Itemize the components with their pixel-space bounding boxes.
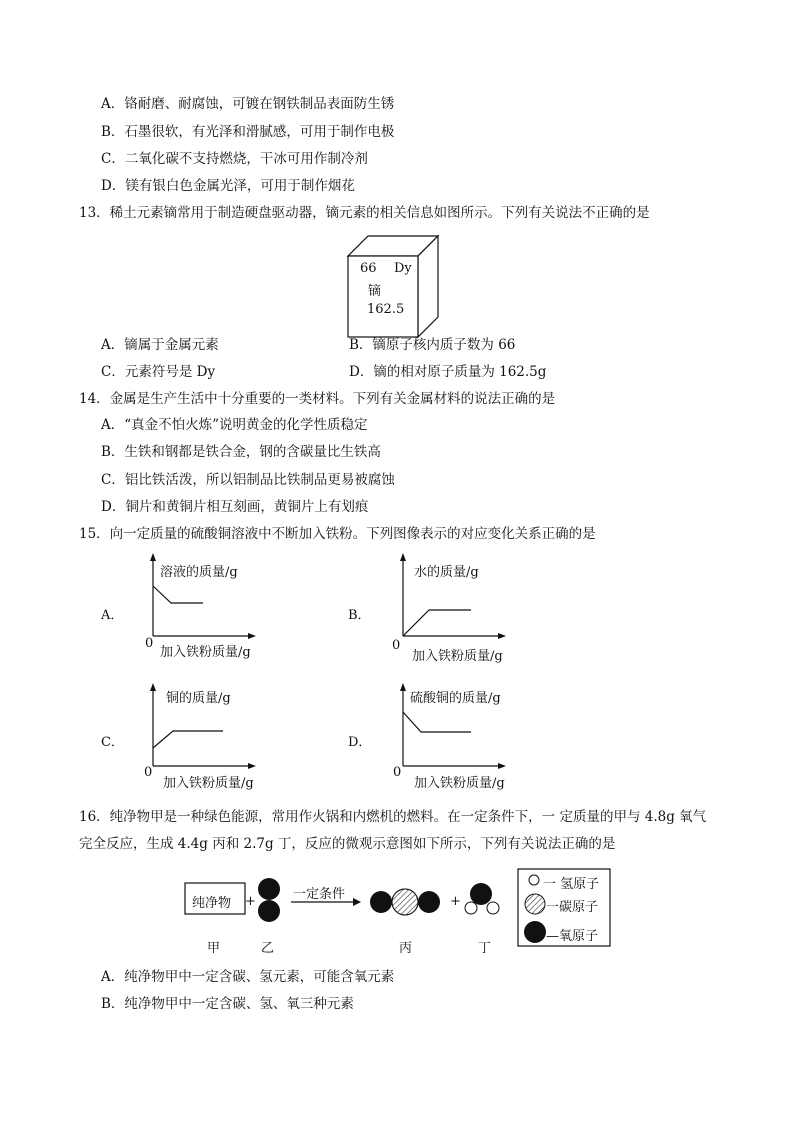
- graph-a-label: A．: [101, 608, 124, 623]
- graph-d-origin: 0: [393, 765, 402, 780]
- q13-stem: 13．稀土元素镝常用于制造硬盘驱动器，镝元素的相关信息如图所示。下列有关说法不正确的是: [79, 205, 650, 221]
- graph-d-ylabel: 硫酸铜的质量/g: [410, 691, 501, 706]
- q13-option-b: B．镝原子核内质子数为 66: [349, 337, 516, 353]
- graph-c-xlabel: 加入铁粉质量/g: [163, 776, 254, 791]
- q13-option-a: A．镝属于金属元素: [101, 337, 219, 353]
- plus-sign-1: +: [245, 894, 256, 909]
- graph-c-label: C．: [101, 735, 124, 750]
- legend-hydrogen-icon: [529, 875, 539, 885]
- q16-stem-line1: 16．纯净物甲是一种绿色能源，常用作火锅和内燃机的燃料。在一定条件下，一 定质量的甲与 4.8g 氧气: [79, 809, 707, 825]
- graph-b-curve: [403, 610, 471, 636]
- graph-c-curve: [153, 731, 223, 748]
- name-jia: 甲: [207, 941, 221, 956]
- q12-option-d: D．镁有银白色金属光泽，可用于制作烟花: [101, 178, 355, 194]
- graph-c-ylabel: 铜的质量/g: [166, 691, 231, 706]
- hydrogen-atom: [465, 902, 477, 914]
- graph-d-xlabel: 加入铁粉质量/g: [414, 776, 505, 791]
- q16-stem-line2: 完全反应，生成 4.4g 丙和 2.7g 丁，反应的微观示意图如下所示，下列有关说法正确的是: [79, 836, 616, 852]
- graph-b-label: B．: [348, 608, 371, 623]
- oxygen-atom: [470, 883, 492, 905]
- q14-option-c: C．铝比铁活泼，所以铝制品比铁制品更易被腐蚀: [101, 472, 395, 488]
- q16-option-b: B．纯净物甲中一定含碳、氢、氧三种元素: [101, 996, 354, 1012]
- element-symbol: Dy: [394, 261, 412, 276]
- plus-sign-2: +: [450, 894, 461, 909]
- graph-d-label: D．: [348, 735, 372, 750]
- name-ding: 丁: [478, 941, 492, 956]
- reactant-box-label: 纯净物: [192, 896, 232, 911]
- element-mass: 162.5: [367, 302, 405, 317]
- q12-option-b: B．石墨很软，有光泽和滑腻感，可用于制作电极: [101, 124, 395, 140]
- name-bing: 丙: [399, 941, 413, 956]
- oxygen-atom: [258, 900, 280, 922]
- q14-option-a: A．“真金不怕火炼”说明黄金的化学性质稳定: [101, 417, 368, 433]
- q14-stem: 14．金属是生产生活中十分重要的一类材料。下列有关金属材料的说法正确的是: [79, 391, 556, 407]
- oxygen-atom: [370, 891, 392, 913]
- reaction-condition: 一定条件: [293, 887, 346, 902]
- oxygen-atom: [418, 891, 440, 913]
- graph-c-origin: 0: [144, 765, 153, 780]
- legend-carbon-label: 一碳原子: [546, 900, 599, 915]
- q12-option-a: A．铬耐磨、耐腐蚀，可镀在钢铁制品表面防生锈: [101, 96, 395, 112]
- legend-carbon-icon: [525, 894, 545, 914]
- graph-a-ylabel: 溶液的质量/g: [160, 565, 238, 580]
- graph-a-origin: 0: [145, 636, 154, 651]
- graph-b-xlabel: 加入铁粉质量/g: [412, 649, 503, 664]
- element-name: 镝: [368, 284, 382, 299]
- legend-oxygen-icon: [524, 921, 546, 943]
- graph-a-xlabel: 加入铁粉质量/g: [160, 645, 251, 660]
- element-number: 66: [360, 261, 377, 276]
- graph-d-curve: [403, 712, 471, 732]
- graph-b-origin: 0: [392, 638, 401, 653]
- q15-stem: 15．向一定质量的硫酸铜溶液中不断加入铁粉。下列图像表示的对应变化关系正确的是: [79, 526, 596, 542]
- q14-option-d: D．铜片和黄铜片相互刻画，黄铜片上有划痕: [101, 499, 369, 515]
- legend-oxygen-label: —氧原子: [546, 929, 599, 944]
- hydrogen-atom: [487, 902, 499, 914]
- q14-option-b: B．生铁和钢都是铁合金，钢的含碳量比生铁高: [101, 444, 381, 460]
- q16-option-a: A．纯净物甲中一定含碳、氢元素，可能含氧元素: [101, 969, 395, 985]
- q12-option-c: C．二氧化碳不支持燃烧，干冰可用作制冷剂: [101, 151, 368, 167]
- q13-option-d: D．镝的相对原子质量为 162.5g: [349, 364, 547, 380]
- legend-hydrogen-label: 一 氢原子: [543, 877, 600, 892]
- q13-option-c: C．元素符号是 Dy: [101, 364, 216, 380]
- name-yi: 乙: [261, 941, 275, 956]
- graph-b-ylabel: 水的质量/g: [414, 565, 479, 580]
- graph-a-curve: [153, 586, 203, 603]
- oxygen-atom: [258, 878, 280, 900]
- element-cube-figure: [347, 234, 447, 334]
